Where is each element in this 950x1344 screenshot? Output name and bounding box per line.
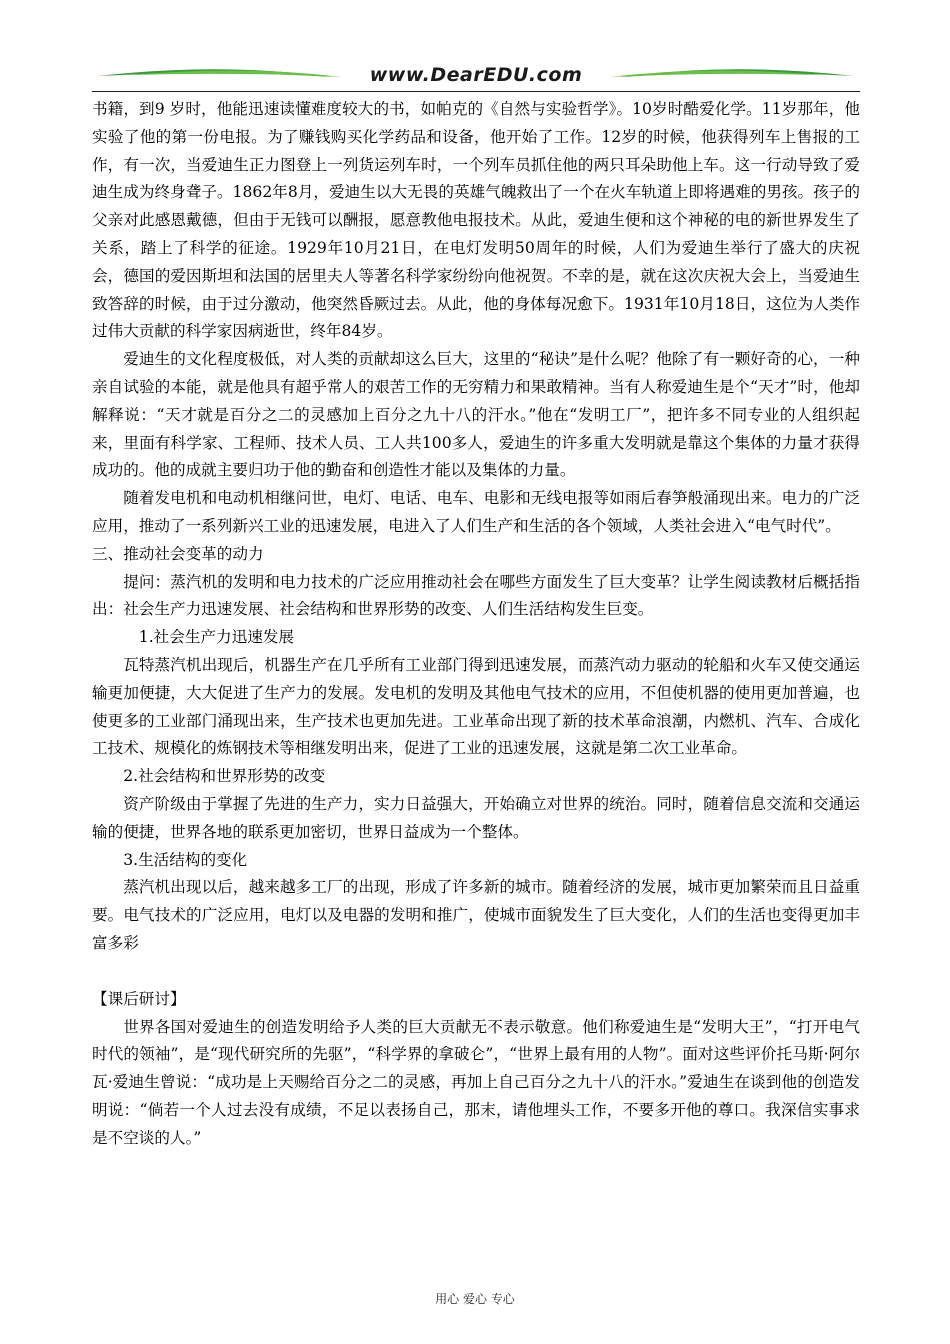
paragraph-social-structure: 资产阶级由于掌握了先进的生产力，实力日益强大，开始确立对世界的统治。同时，随着信息交流和交通运输的便捷，世界各地的联系更加密切，世界日益成为一个整体。 [92,794,860,841]
subheading-life-structure: 3.生活结构的变化 [123,850,248,869]
paragraph-after-class: 世界各国对爱迪生的创造发明给予人类的巨大贡献无不表示敬意。他们称爱迪生是“发明大王”，“打开电气时代的领袖”，是“现代研究所的先驱”，“科学界的拿破仑”，“世界上最有用的人物”。面对这些评价托马斯·阿尔瓦·爱迪生曾说：“成功是上天赐给百分之二的灵感，再加上自己百分之九十八的汗水。”爱迪生在谈到他的创造发明说：“倘若一个人过去没有成绩，不足以表扬自己，那末，请他埋头工作，不要多开他的尊口。我深信实事求是不空谈的人。” [92,1017,860,1147]
paragraph-gap [92,958,860,986]
subheading-social-structure: 2.社会结构和世界形势的改变 [123,767,326,786]
page-footer: 用心 爱心 专心 [435,1292,515,1306]
paragraph-question: 提问：蒸汽机的发明和电力技术的广泛应用推动社会在哪些方面发生了巨大变革？让学生阅读教材后概括指出：社会生产力迅速发展、社会结构和世界形势的改变、人们生活结构发生巨变。 [92,572,860,619]
paragraph-life-structure: 蒸汽机出现以后，越来越多工厂的出现，形成了许多新的城市。随着经济的发展，城市更加繁荣而且日益重要。电气技术的广泛应用，电灯以及电器的发明和推广，使城市面貌发生了巨大变化，人们的生活也变得更加丰富多彩 [92,878,860,952]
section-heading-after-class: 【课后研讨】 [92,989,186,1008]
header-site-url: www.DearEDU.com [369,64,583,86]
page-header [92,58,860,94]
paragraph-electric-age: 随着发电机和电动机相继问世，电灯、电话、电车、电影和无线电报等如雨后春笋般涌现出来。电力的广泛应用，推动了一系列新兴工业的迅速发展，电进入了人们生产和生活的各个领域，人类社会进入“电气时代”。 [92,489,860,535]
document-body [92,96,860,1152]
header-rule [92,91,860,92]
paragraph-edison-secret: 爱迪生的文化程度极低，对人类的贡献却这么巨大，这里的“秘诀”是什么呢？他除了有一颗好奇的心，一种亲自试验的本能，就是他具有超乎常人的艰苦工作的无穷精力和果敢精神。当有人称爱迪生是个“天才”时，他却解释说：“天才就是百分之二的灵感加上百分之九十八的汗水。”他在“发明工厂”，把许多不同专业的人组织起来，里面有科学家、工程师、技术人员、工人共100多人，爱迪生的许多重大发明就是靠这个集体的力量才获得成功的。他的成就主要归功于他的勤奋和创造性才能以及集体的力量。 [92,350,860,480]
paragraph-edison-biography: 书籍，到9 岁时，他能迅速读懂难度较大的书，如帕克的《自然与实验哲学》。10岁时酷爱化学。11岁那年，他实验了他的第一份电报。为了赚钱购买化学药品和设备，他开始了工作。12岁的时候，他获得列车上售报的工作，有一次，当爱迪生正力图登上一列货运列车时，一个列车员抓住他的两只耳朵助他上车。这一行动导致了爱迪生成为终身聋子。1862年8月，爱迪生以大无畏的英雄气魄救出了一个在火车轨道上即将遇难的男孩。孩子的父亲对此感恩戴德，但由于无钱可以酬报，愿意教他电报技术。从此，爱迪生便和这个神秘的电的新世界发生了关系，踏上了科学的征途。1929年10月21日，在电灯发明50周年的时候，人们为爱迪生举行了盛大的庆祝会，德国的爱因斯坦和法国的居里夫人等著名科学家纷纷向他祝贺。不幸的是，就在这次庆祝大会上，当爱迪生致答辞的时候，由于过分激动，他突然昏厥过去。从此，他的身体每况愈下。1931年10月18日，这位为人类作过伟大贡献的科学家因病逝世，终年84岁。 [92,100,860,341]
paragraph-productivity: 瓦特蒸汽机出现后，机器生产在几乎所有工业部门得到迅速发展，而蒸汽动力驱动的轮船和火车又使交通运输更加便捷，大大促进了生产力的发展。发电机的发明及其他电气技术的应用，不但使机器的使用更加普遍，也使更多的工业部门涌现出来，生产技术也更加先进。工业革命出现了新的技术革命浪潮，内燃机、汽车、合成化工技术、规模化的炼钢技术等相继发明出来，促进了工业的迅速发展，这就是第二次工业革命。 [92,655,860,758]
section-heading-social-change: 三、推动社会变革的动力 [92,544,264,563]
subheading-productivity: 1.社会生产力迅速发展 [138,628,295,647]
